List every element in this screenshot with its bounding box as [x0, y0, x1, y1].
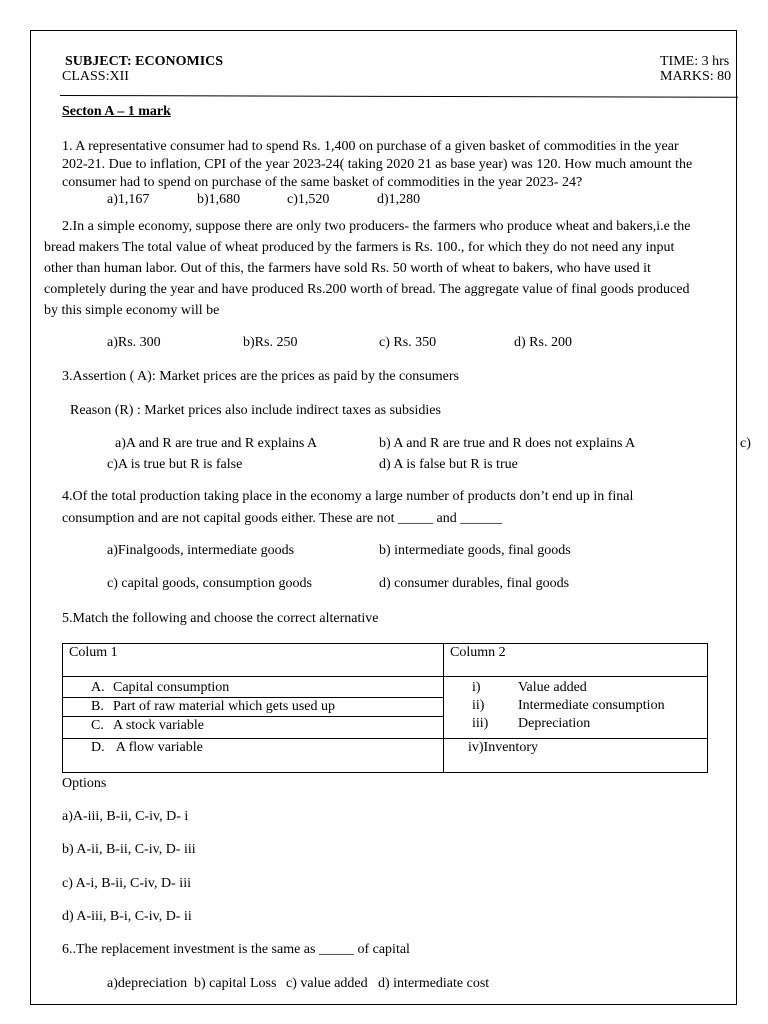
class-label: CLASS:XII	[62, 69, 129, 84]
q2-option-b: b)Rs. 250	[243, 335, 298, 350]
q3-reason: Reason (R) : Market prices also include indirect taxes as subsidies	[70, 403, 441, 418]
col2-items	[444, 677, 708, 739]
q5-prompt: 5.Match the following and choose the correct alternative	[62, 611, 379, 626]
q6-option-c: c) value added	[286, 976, 368, 991]
q4-option-a: a)Finalgoods, intermediate goods	[107, 543, 295, 558]
col1-header: Colum 1	[63, 644, 444, 677]
right-item-i: i) Value added	[472, 680, 587, 695]
q5-option-c: c) A-i, B-ii, C-iv, D- iii	[62, 876, 191, 891]
col2-header: Column 2	[444, 644, 708, 677]
subject-heading: SUBJECT: ECONOMICS	[65, 54, 224, 69]
q1-line1: 1. A representative consumer had to spend Rs. 1,400 on purchase of a given basket of commodities in the year	[62, 139, 679, 154]
q6-option-a: a)depreciation	[107, 976, 188, 991]
q2-line3: other than human labor. Out of this, the farmers have sold Rs. 50 worth of wheat to bakers, who have used it	[44, 261, 651, 276]
q1-option-d: d)1,280	[377, 192, 421, 207]
time-label: TIME: 3 hrs	[660, 54, 730, 69]
q3-option-c: c)A is true but R is false	[107, 457, 243, 472]
q1-option-b: b)1,680	[197, 192, 241, 207]
left-item-b: B. Part of raw material which gets used up	[63, 697, 443, 716]
right-item-iv: iv)Inventory	[444, 739, 708, 773]
q2-line2: bread makers The total value of wheat produced by the farmers is Rs. 100., for which they do not need any input	[44, 240, 675, 255]
left-item-d: D. A flow variable	[63, 739, 444, 773]
q2-option-d: d) Rs. 200	[514, 335, 572, 350]
q1-line3: consumer had to spend on purchase of the same basket of commodities in the year 2023- 24?	[62, 175, 583, 190]
match-table	[62, 643, 708, 773]
q6-prompt: 6..The replacement investment is the same as _____ of capital	[62, 942, 410, 957]
q5-option-b: b) A-ii, B-ii, C-iv, D- iii	[62, 842, 196, 857]
q5-option-a: a)A-iii, B-ii, C-iv, D- i	[62, 809, 189, 824]
q4-line2: consumption and are not capital goods either. These are not _____ and ______	[62, 511, 503, 526]
right-item-iii: iii) Depreciation	[472, 716, 591, 731]
right-item-ii: ii) Intermediate consumption	[472, 698, 665, 713]
q4-option-c: c) capital goods, consumption goods	[107, 576, 312, 591]
q3-option-d: d) A is false but R is true	[379, 457, 518, 472]
q5-option-d: d) A-iii, B-i, C-iv, D- ii	[62, 909, 192, 924]
q3-option-c-marker: c)	[740, 436, 751, 451]
q2-option-a: a)Rs. 300	[107, 335, 161, 350]
q3-option-a: a)A and R are true and R explains A	[115, 436, 318, 451]
col1-items	[63, 677, 444, 739]
q2-option-c: c) Rs. 350	[379, 335, 437, 350]
q4-option-b: b) intermediate goods, final goods	[379, 543, 571, 558]
q2-line5: by this simple economy will be	[44, 303, 220, 318]
marks-label: MARKS: 80	[660, 69, 732, 84]
q5-options-label: Options	[62, 776, 107, 791]
q4-option-d: d) consumer durables, final goods	[379, 576, 570, 591]
q6-option-d: d) intermediate cost	[378, 976, 490, 991]
q4-line1: 4.Of the total production taking place in the economy a large number of products don’t end up in final	[62, 489, 634, 504]
q3-option-b: b) A and R are true and R does not explains A	[379, 436, 636, 451]
q3-assertion: 3.Assertion ( A): Market prices are the prices as paid by the consumers	[62, 369, 459, 384]
q1-option-c: c)1,520	[287, 192, 330, 207]
left-item-c: C. A stock variable	[63, 716, 443, 735]
q1-line2: 202-21. Due to inflation, CPI of the year 2023-24( taking 2020 21 as base year) was 120. How much amount the	[62, 157, 693, 172]
q1-option-a: a)1,167	[107, 192, 150, 207]
section-title: Secton A – 1 mark	[62, 104, 171, 119]
q2-line1: 2.In a simple economy, suppose there are only two producers- the farmers who produce wheat and bakers,i.e the	[62, 219, 691, 234]
left-item-a: A. Capital consumption	[91, 680, 230, 695]
q6-option-b: b) capital Loss	[194, 976, 277, 991]
q2-line4: completely during the year and have produced Rs.200 worth of bread. The aggregate value of final goods produced	[44, 282, 690, 297]
